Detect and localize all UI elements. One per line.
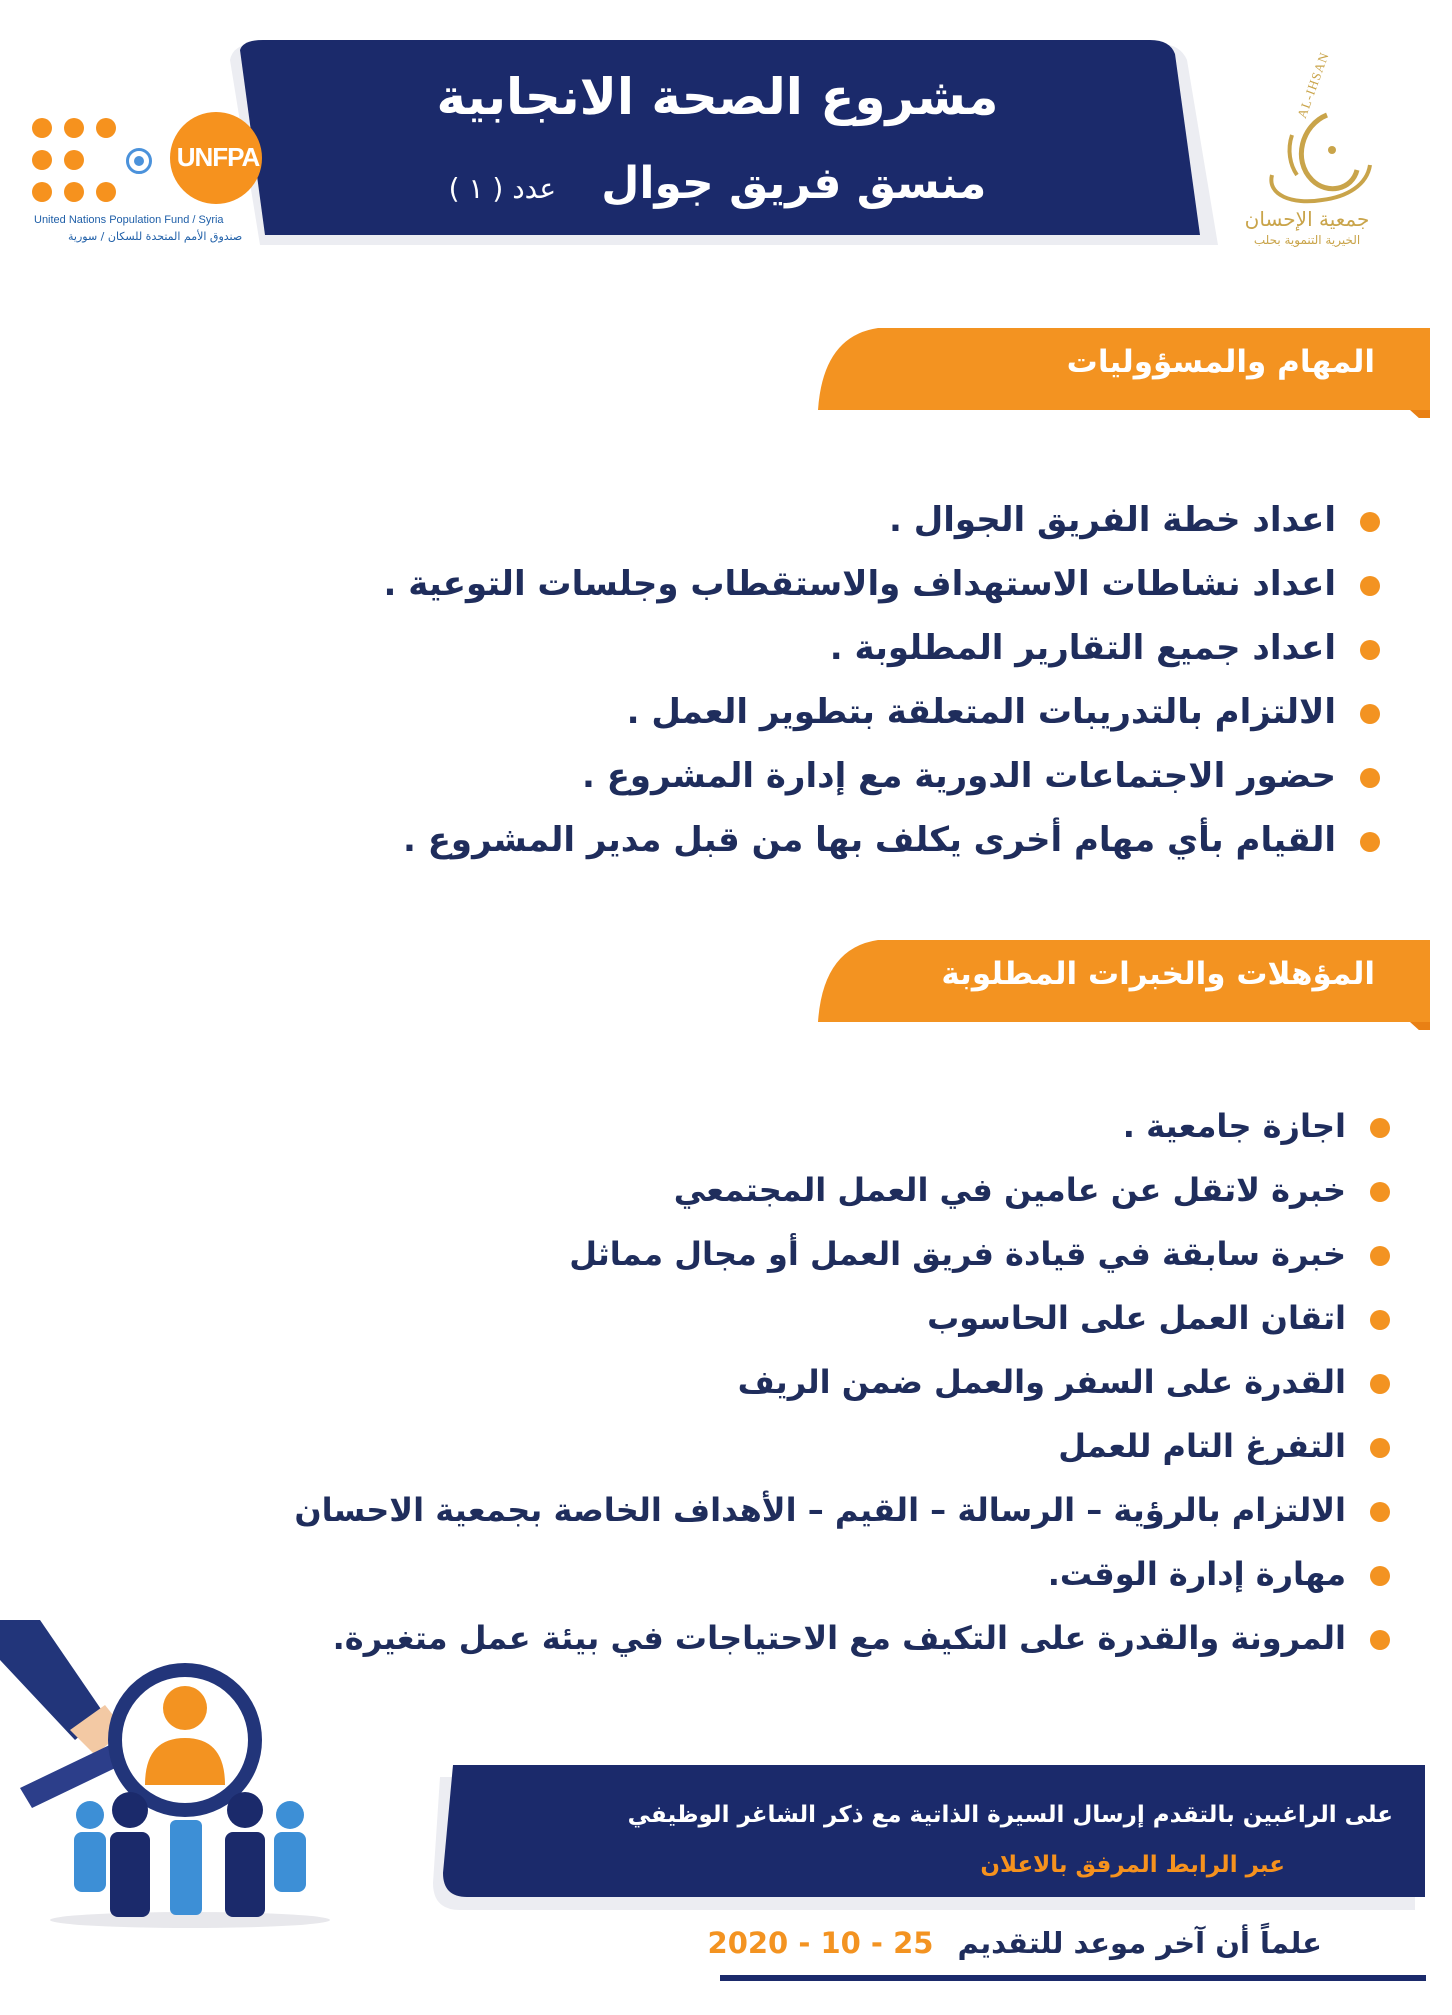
list-item	[294, 1226, 1390, 1290]
list-item-text: الالتزام بالتدريبات المتعلقة بتطوير العمل .	[626, 692, 1336, 732]
apply-link-note: عبر الرابط المرفق بالاعلان	[980, 1852, 1285, 1878]
job-title-line	[215, 158, 1220, 209]
logo-dot	[64, 150, 84, 170]
bullet-icon	[1360, 640, 1380, 660]
section-banner-qualifications	[818, 940, 1430, 1030]
magnifier-people-icon	[0, 1620, 330, 1950]
list-item	[384, 815, 1381, 879]
list-item-text: خبرة سابقة في قيادة فريق العمل أو مجال مماثل	[569, 1235, 1346, 1273]
bullet-icon	[1360, 832, 1380, 852]
list-item-text: حضور الاجتماعات الدورية مع إدارة المشروع .	[581, 756, 1336, 796]
bullet-icon	[1370, 1566, 1390, 1586]
bullet-icon	[1370, 1374, 1390, 1394]
unfpa-caption-ar: صندوق الأمم المتحدة للسكان / سورية	[68, 230, 243, 243]
unfpa-wordmark: UNFPA	[176, 142, 260, 172]
bullet-icon	[1370, 1310, 1390, 1330]
deadline-date: 25 - 10 - 2020	[707, 1926, 934, 1960]
logo-dot	[32, 118, 52, 138]
list-item	[294, 1162, 1390, 1226]
apply-instructions: على الراغبين بالتقدم إرسال السيرة الذاتية مع ذكر الشاغر الوظيفي	[627, 1802, 1393, 1828]
bullet-icon	[1370, 1182, 1390, 1202]
bullet-icon	[1360, 768, 1380, 788]
list-item	[384, 687, 1381, 751]
list-item-text: مهارة إدارة الوقت.	[1047, 1555, 1346, 1593]
list-item-text: المرونة والقدرة على التكيف مع الاحتياجات في بيئة عمل متغيرة.	[332, 1619, 1346, 1657]
list-item	[294, 1482, 1390, 1546]
list-item	[384, 559, 1381, 623]
list-item	[294, 1098, 1390, 1162]
ihsan-arabic-subtitle: الخيرية التنموية بحلب	[1253, 233, 1361, 247]
footer-banner	[425, 1765, 1425, 1910]
deadline-line	[708, 1926, 1322, 1960]
un-emblem-icon	[126, 148, 152, 174]
list-item-text: اعداد نشاطات الاستهداف والاستقطاب وجلسات التوعية .	[383, 564, 1336, 604]
bullet-icon	[1370, 1502, 1390, 1522]
bullet-icon	[1360, 704, 1380, 724]
ihsan-arabic-name: جمعية الإحسان	[1244, 207, 1370, 231]
list-item	[294, 1418, 1390, 1482]
footer-divider	[720, 1975, 1426, 1981]
bullet-icon	[1370, 1438, 1390, 1458]
bullet-icon	[1360, 512, 1380, 532]
bullet-icon	[1370, 1246, 1390, 1266]
list-item	[294, 1354, 1390, 1418]
unfpa-caption-en: United Nations Population Fund / Syria	[34, 214, 224, 226]
project-title: مشروع الصحة الانجابية	[436, 68, 999, 126]
bullet-icon	[1370, 1630, 1390, 1650]
qualifications-list	[294, 1098, 1390, 1674]
header-banner	[215, 40, 1220, 245]
section-title-qualifications: المؤهلات والخبرات المطلوبة	[941, 956, 1375, 992]
list-item-text: اعداد جميع التقارير المطلوبة .	[829, 628, 1336, 668]
bullet-icon	[1360, 576, 1380, 596]
ihsan-calligraphy-icon	[1232, 105, 1382, 215]
list-item	[294, 1610, 1390, 1674]
list-item	[384, 751, 1381, 815]
vacancy-count: عدد ( ١ )	[448, 172, 557, 205]
list-item-text: القيام بأي مهام أخرى يكلف بها من قبل مدير المشروع .	[402, 820, 1336, 860]
unfpa-logo	[28, 112, 258, 252]
list-item	[294, 1290, 1390, 1354]
list-item-text: خبرة لاتقل عن عامين في العمل المجتمعي	[673, 1171, 1346, 1209]
list-item-text: اعداد خطة الفريق الجوال .	[889, 500, 1336, 540]
logo-dot	[32, 182, 52, 202]
section-banner-tasks	[818, 328, 1430, 418]
ihsan-latin-name: AL-IHSAN	[1294, 49, 1332, 121]
deadline-label: علماً أن آخر موعد للتقديم	[957, 1926, 1322, 1960]
list-item-text: اتقان العمل على الحاسوب	[927, 1299, 1346, 1337]
footer-banner-shape	[425, 1765, 1425, 1910]
job-title: منسق فريق جوال	[601, 158, 987, 209]
list-item	[384, 623, 1381, 687]
list-item	[294, 1546, 1390, 1610]
list-item-text: التفرغ التام للعمل	[1058, 1427, 1346, 1465]
list-item-text: القدرة على السفر والعمل ضمن الريف	[737, 1363, 1346, 1401]
list-item-text: الالتزام بالرؤية – الرسالة – القيم – الأهداف الخاصة بجمعية الاحسان	[294, 1491, 1346, 1529]
list-item-text: اجازة جامعية .	[1122, 1107, 1346, 1145]
logo-dot	[96, 118, 116, 138]
logo-dot	[32, 150, 52, 170]
recruitment-illustration	[0, 1620, 330, 1950]
logo-dot	[64, 182, 84, 202]
tasks-list	[384, 495, 1381, 879]
logo-dot	[96, 182, 116, 202]
list-item	[384, 495, 1381, 559]
bullet-icon	[1370, 1118, 1390, 1138]
section-title-tasks: المهام والمسؤوليات	[1066, 344, 1375, 380]
logo-dot	[64, 118, 84, 138]
al-ihsan-logo	[1232, 49, 1382, 255]
